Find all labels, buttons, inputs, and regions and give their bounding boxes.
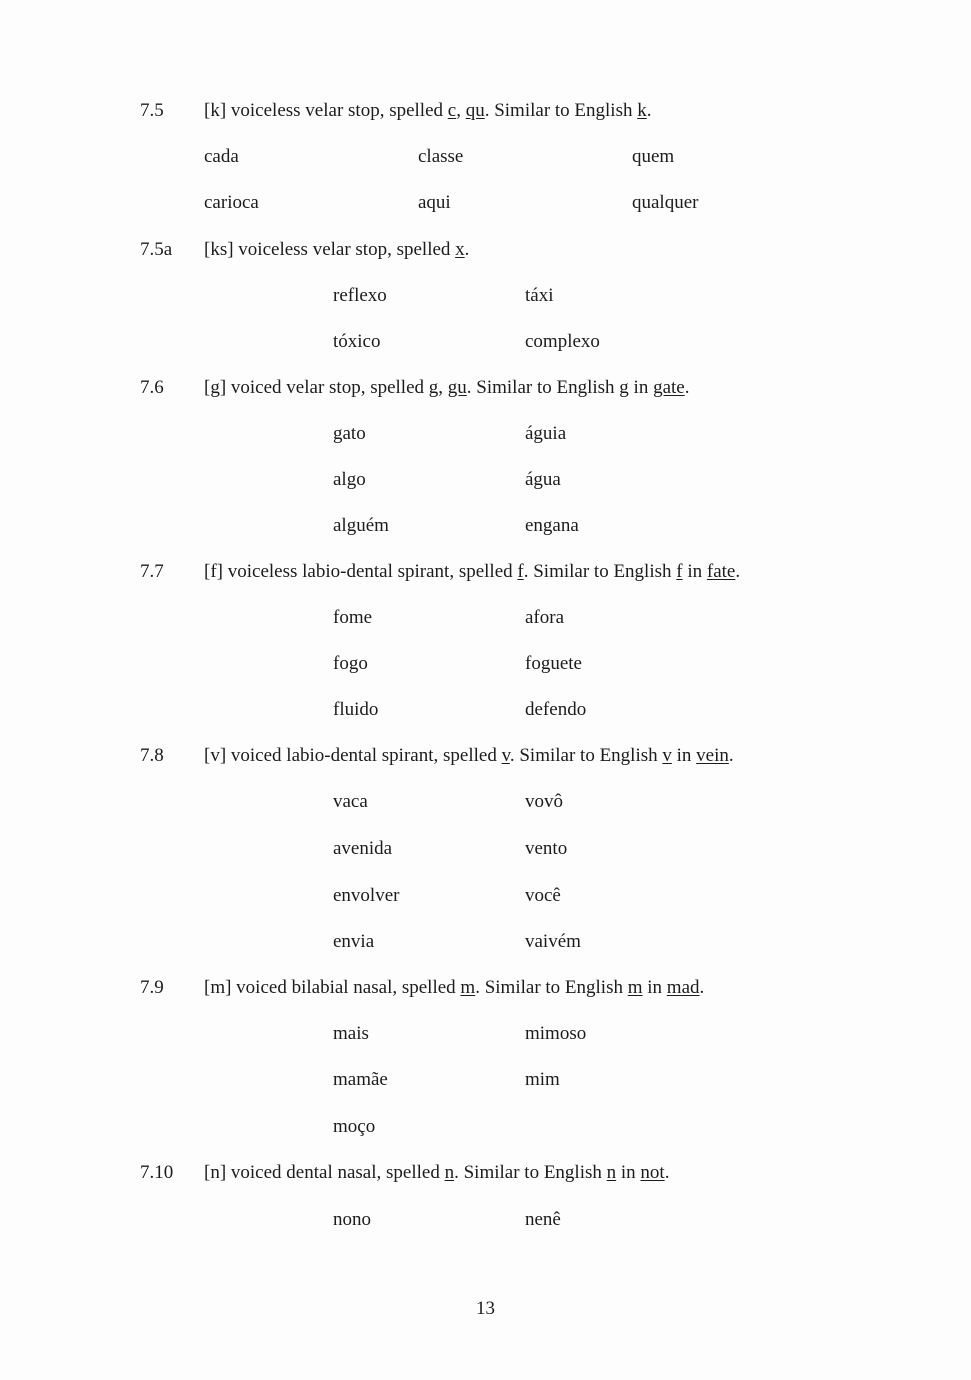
section-number: 7.8 xyxy=(140,745,164,766)
example-word: engana xyxy=(525,515,579,536)
section-description: [g] voiced velar stop, spelled g, gu. Similar to English g in gate. xyxy=(204,377,690,398)
section-number: 7.6 xyxy=(140,377,164,398)
example-word: nono xyxy=(333,1209,371,1230)
section-number: 7.7 xyxy=(140,561,164,582)
section-description: [v] voiced labio-dental spirant, spelled v. Similar to English v in vein. xyxy=(204,745,734,766)
section-number: 7.5 xyxy=(140,100,164,121)
section-description: [n] voiced dental nasal, spelled n. Similar to English n in not. xyxy=(204,1162,670,1183)
example-word: envia xyxy=(333,931,375,952)
example-word: avenida xyxy=(333,838,393,859)
section-number: 7.5a xyxy=(140,239,173,260)
example-word: vento xyxy=(525,838,568,859)
example-word: classe xyxy=(418,146,464,167)
section-description: [ks] voiceless velar stop, spelled x. xyxy=(204,239,470,260)
example-word: táxi xyxy=(525,285,554,306)
example-word: fogo xyxy=(333,653,368,674)
example-word: vovô xyxy=(525,791,563,812)
section-description: [f] voiceless labio-dental spirant, spelled f. Similar to English f in fate. xyxy=(204,561,741,582)
example-word: aqui xyxy=(418,192,451,213)
example-word: vaivém xyxy=(525,931,581,952)
example-word: gato xyxy=(333,423,366,444)
example-word: defendo xyxy=(525,699,587,720)
example-word: águia xyxy=(525,423,567,444)
example-word: fluido xyxy=(333,699,379,720)
example-word: envolver xyxy=(333,885,400,906)
example-word: quem xyxy=(632,146,675,167)
example-word: alguém xyxy=(333,515,389,536)
example-word: mamãe xyxy=(333,1069,388,1090)
example-word: carioca xyxy=(204,192,259,213)
section-number: 7.9 xyxy=(140,977,164,998)
section-number: 7.10 xyxy=(140,1162,174,1183)
example-word: mais xyxy=(333,1023,369,1044)
example-word: tóxico xyxy=(333,331,381,352)
example-word: nenê xyxy=(525,1209,561,1230)
example-word: você xyxy=(525,885,561,906)
example-word: complexo xyxy=(525,331,600,352)
example-word: fome xyxy=(333,607,373,628)
example-word: reflexo xyxy=(333,285,387,306)
example-word: vaca xyxy=(333,791,368,812)
example-word: mimoso xyxy=(525,1023,587,1044)
example-word: afora xyxy=(525,607,565,628)
page-number: 13 xyxy=(476,1298,495,1319)
example-word: moço xyxy=(333,1116,376,1137)
example-word: algo xyxy=(333,469,366,490)
example-word: foguete xyxy=(525,653,582,674)
example-word: água xyxy=(525,469,561,490)
section-description: [k] voiceless velar stop, spelled c, qu. Similar to English k. xyxy=(204,100,652,121)
example-word: cada xyxy=(204,146,239,167)
section-description: [m] voiced bilabial nasal, spelled m. Similar to English m in mad. xyxy=(204,977,705,998)
example-word: mim xyxy=(525,1069,560,1090)
example-word: qualquer xyxy=(632,192,699,213)
